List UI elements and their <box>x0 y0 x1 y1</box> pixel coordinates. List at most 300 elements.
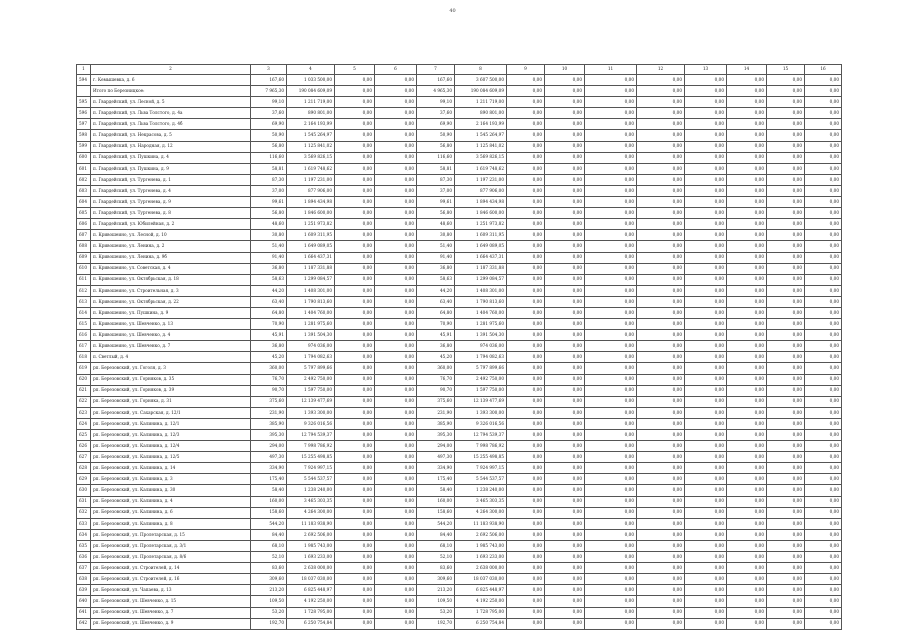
value-cell: 0,00 <box>545 97 585 108</box>
value-cell: 1 894 434,98 <box>455 197 507 208</box>
value-cell: 0,00 <box>585 496 637 507</box>
value-cell: 58,40 <box>251 485 287 496</box>
value-cell: 0,00 <box>805 241 842 252</box>
value-cell: 0,00 <box>637 174 685 185</box>
value-cell: 0,00 <box>545 174 585 185</box>
value-cell: 0,00 <box>805 119 842 130</box>
value-cell: 0,00 <box>767 441 805 452</box>
address-cell: рп. Березовский, ул. Калинина, д. 12/5 <box>91 452 251 463</box>
value-cell: 294,00 <box>251 441 287 452</box>
value-cell: 7 924 997,15 <box>455 463 507 474</box>
value-cell: 0,00 <box>767 574 805 585</box>
row-number-cell: 610 <box>77 263 91 274</box>
value-cell: 0,00 <box>637 285 685 296</box>
address-cell: рп. Березовский, ул. Шевченко, д. 9 <box>91 618 251 629</box>
value-cell: 167,60 <box>417 75 455 86</box>
capital-repair-table <box>76 64 842 630</box>
value-cell: 0,00 <box>545 307 585 318</box>
value-cell: 0,00 <box>335 296 375 307</box>
value-cell: 0,00 <box>375 563 417 574</box>
value-cell: 0,00 <box>637 152 685 163</box>
value-cell: 0,00 <box>335 407 375 418</box>
row-number-cell: 627 <box>77 452 91 463</box>
value-cell: 0,00 <box>545 208 585 219</box>
header-row <box>77 65 842 75</box>
table-row <box>77 496 842 507</box>
value-cell: 0,00 <box>767 274 805 285</box>
value-cell: 69,90 <box>251 119 287 130</box>
value-cell: 0,00 <box>585 252 637 263</box>
value-cell: 1 408 301,00 <box>455 285 507 296</box>
value-cell: 0,00 <box>637 474 685 485</box>
value-cell: 37,00 <box>251 185 287 196</box>
value-cell: 45,91 <box>251 330 287 341</box>
value-cell: 0,00 <box>637 352 685 363</box>
value-cell: 0,00 <box>335 496 375 507</box>
value-cell: 58,81 <box>417 163 455 174</box>
value-cell: 0,00 <box>375 396 417 407</box>
value-cell: 0,00 <box>375 585 417 596</box>
address-cell: п. Гвардейский, ул. Тургенева, д. 4 <box>91 185 251 196</box>
value-cell: 0,00 <box>375 507 417 518</box>
value-cell: 0,00 <box>335 230 375 241</box>
value-cell: 0,00 <box>545 219 585 230</box>
value-cell: 0,00 <box>335 75 375 86</box>
value-cell: 53,20 <box>251 607 287 618</box>
value-cell: 0,00 <box>767 307 805 318</box>
value-cell: 0,00 <box>685 518 727 529</box>
address-cell: рп. Березовский, ул. Горняка, д. 31 <box>91 396 251 407</box>
value-cell: 0,00 <box>375 485 417 496</box>
value-cell: 375,60 <box>417 396 455 407</box>
value-cell: 0,00 <box>767 296 805 307</box>
value-cell: 0,00 <box>507 341 545 352</box>
value-cell: 0,00 <box>335 152 375 163</box>
value-cell: 0,00 <box>545 163 585 174</box>
value-cell: 0,00 <box>727 119 767 130</box>
value-cell: 0,00 <box>767 396 805 407</box>
value-cell: 0,00 <box>767 108 805 119</box>
value-cell: 0,00 <box>507 540 545 551</box>
value-cell: 0,00 <box>375 197 417 208</box>
value-cell: 0,00 <box>637 585 685 596</box>
value-cell: 0,00 <box>637 441 685 452</box>
value-cell: 0,00 <box>507 396 545 407</box>
value-cell: 0,00 <box>637 219 685 230</box>
row-number-cell: 598 <box>77 130 91 141</box>
value-cell: 0,00 <box>685 430 727 441</box>
value-cell: 375,60 <box>251 396 287 407</box>
value-cell: 0,00 <box>585 119 637 130</box>
column-header: 2 <box>91 65 251 75</box>
value-cell: 0,00 <box>545 618 585 629</box>
value-cell: 1 794 082,63 <box>287 352 335 363</box>
value-cell: 0,00 <box>767 152 805 163</box>
value-cell: 0,00 <box>585 552 637 563</box>
value-cell: 1 404 760,00 <box>287 307 335 318</box>
value-cell: 0,00 <box>507 485 545 496</box>
value-cell: 1 619 748,62 <box>287 163 335 174</box>
value-cell: 0,00 <box>545 341 585 352</box>
value-cell: 0,00 <box>805 319 842 330</box>
value-cell: 0,00 <box>805 197 842 208</box>
value-cell: 0,00 <box>545 563 585 574</box>
value-cell: 0,00 <box>637 75 685 86</box>
value-cell: 44,20 <box>417 285 455 296</box>
table-row <box>77 485 842 496</box>
value-cell: 0,00 <box>375 75 417 86</box>
row-number-cell: 642 <box>77 618 91 629</box>
value-cell: 0,00 <box>637 518 685 529</box>
table-row <box>77 219 842 230</box>
value-cell: 0,00 <box>585 274 637 285</box>
value-cell: 0,00 <box>767 507 805 518</box>
value-cell: 0,00 <box>637 363 685 374</box>
value-cell: 0,00 <box>805 618 842 629</box>
value-cell: 2 638 000,00 <box>455 563 507 574</box>
table-row <box>77 152 842 163</box>
value-cell: 309,60 <box>417 574 455 585</box>
value-cell: 0,00 <box>335 352 375 363</box>
value-cell: 385,90 <box>417 418 455 429</box>
value-cell: 0,00 <box>507 197 545 208</box>
value-cell: 0,00 <box>375 540 417 551</box>
value-cell: 0,00 <box>335 341 375 352</box>
value-cell: 0,00 <box>727 507 767 518</box>
value-cell: 160,00 <box>251 496 287 507</box>
value-cell: 4 192 250,00 <box>455 596 507 607</box>
value-cell: 7 998 786,92 <box>455 441 507 452</box>
value-cell: 11 183 938,90 <box>455 518 507 529</box>
table-row <box>77 396 842 407</box>
value-cell: 4 192 250,00 <box>287 596 335 607</box>
value-cell: 877 906,00 <box>287 185 335 196</box>
value-cell: 0,00 <box>805 430 842 441</box>
value-cell: 0,00 <box>727 75 767 86</box>
value-cell: 0,00 <box>805 285 842 296</box>
value-cell: 0,00 <box>685 252 727 263</box>
table-row <box>77 208 842 219</box>
value-cell: 0,00 <box>335 430 375 441</box>
value-cell: 0,00 <box>767 319 805 330</box>
value-cell: 0,00 <box>507 141 545 152</box>
value-cell: 0,00 <box>585 463 637 474</box>
column-header: 7 <box>417 65 455 75</box>
value-cell: 5 544 537,57 <box>455 474 507 485</box>
value-cell: 0,00 <box>375 208 417 219</box>
value-cell: 50,90 <box>417 130 455 141</box>
value-cell: 0,00 <box>767 241 805 252</box>
value-cell: 36,80 <box>251 341 287 352</box>
value-cell: 0,00 <box>637 296 685 307</box>
value-cell: 0,00 <box>685 463 727 474</box>
value-cell: 2 638 000,00 <box>287 563 335 574</box>
value-cell: 0,00 <box>767 197 805 208</box>
value-cell: 1 197 231,00 <box>287 174 335 185</box>
value-cell: 0,00 <box>767 230 805 241</box>
address-cell: рп. Березовский, ул. Пролетарская, д. 3/1 <box>91 540 251 551</box>
value-cell: 0,00 <box>507 496 545 507</box>
value-cell: 0,00 <box>585 374 637 385</box>
value-cell: 0,00 <box>375 574 417 585</box>
value-cell: 0,00 <box>805 585 842 596</box>
value-cell: 0,00 <box>767 607 805 618</box>
value-cell: 0,00 <box>335 374 375 385</box>
value-cell: 5 797 899,66 <box>455 363 507 374</box>
row-number-cell: 619 <box>77 363 91 374</box>
value-cell: 3 607 500,00 <box>455 75 507 86</box>
value-cell: 0,00 <box>767 518 805 529</box>
row-number-cell: 628 <box>77 463 91 474</box>
value-cell: 0,00 <box>637 274 685 285</box>
value-cell: 0,00 <box>767 418 805 429</box>
value-cell: 0,00 <box>767 97 805 108</box>
value-cell: 45,91 <box>417 330 455 341</box>
value-cell: 0,00 <box>335 130 375 141</box>
value-cell: 0,00 <box>375 430 417 441</box>
value-cell: 0,00 <box>375 141 417 152</box>
value-cell: 0,00 <box>585 407 637 418</box>
value-cell: 0,00 <box>585 341 637 352</box>
value-cell: 36,80 <box>251 263 287 274</box>
value-cell: 0,00 <box>545 119 585 130</box>
value-cell: 0,00 <box>727 463 767 474</box>
value-cell: 0,00 <box>727 540 767 551</box>
value-cell: 0,00 <box>335 563 375 574</box>
value-cell: 52,10 <box>417 552 455 563</box>
value-cell: 0,00 <box>805 230 842 241</box>
value-cell: 0,00 <box>545 607 585 618</box>
row-number-cell: 635 <box>77 540 91 551</box>
value-cell: 309,60 <box>251 574 287 585</box>
row-number-cell: 640 <box>77 596 91 607</box>
value-cell: 0,00 <box>507 185 545 196</box>
value-cell: 0,00 <box>685 607 727 618</box>
column-header: 5 <box>335 65 375 75</box>
value-cell: 99,61 <box>251 197 287 208</box>
value-cell: 0,00 <box>507 241 545 252</box>
value-cell: 11 183 938,90 <box>287 518 335 529</box>
value-cell: 90,70 <box>251 385 287 396</box>
value-cell: 1 299 084,57 <box>455 274 507 285</box>
value-cell: 6 825 448,97 <box>455 585 507 596</box>
value-cell: 0,00 <box>507 330 545 341</box>
value-cell: 231,90 <box>251 407 287 418</box>
value-cell: 99,10 <box>251 97 287 108</box>
value-cell: 1 033 500,00 <box>287 75 335 86</box>
value-cell: 0,00 <box>805 296 842 307</box>
value-cell: 0,00 <box>685 241 727 252</box>
value-cell: 1 251 973,82 <box>455 219 507 230</box>
value-cell: 0,00 <box>727 585 767 596</box>
value-cell: 0,00 <box>727 452 767 463</box>
value-cell: 0,00 <box>507 574 545 585</box>
value-cell: 0,00 <box>805 252 842 263</box>
value-cell: 0,00 <box>805 307 842 318</box>
address-cell: п. Кривошеино, ул. Шевченко, д. 13 <box>91 319 251 330</box>
value-cell: 0,00 <box>375 452 417 463</box>
row-number-cell: 603 <box>77 185 91 196</box>
value-cell: 0,00 <box>727 307 767 318</box>
value-cell: 63,40 <box>417 296 455 307</box>
address-cell: рп. Березовский, ул. Чапаева, д. 13 <box>91 585 251 596</box>
value-cell: 0,00 <box>767 75 805 86</box>
column-header: 4 <box>287 65 335 75</box>
page-number: 40 <box>449 8 456 14</box>
value-cell: 0,00 <box>685 330 727 341</box>
address-cell: п. Кривошеино, ул. Шевченко, д. 4 <box>91 330 251 341</box>
value-cell: 0,00 <box>585 396 637 407</box>
value-cell: 1 391 504,30 <box>287 330 335 341</box>
row-number-cell: 612 <box>77 285 91 296</box>
value-cell: 0,00 <box>585 75 637 86</box>
value-cell: 1 985 743,00 <box>287 540 335 551</box>
value-cell: 0,00 <box>727 418 767 429</box>
value-cell: 0,00 <box>335 285 375 296</box>
value-cell: 0,00 <box>805 108 842 119</box>
value-cell: 0,00 <box>507 252 545 263</box>
address-cell: п. Гвардейский, ул. Тургенева, д. 9 <box>91 197 251 208</box>
value-cell: 0,00 <box>507 507 545 518</box>
value-cell: 0,00 <box>685 307 727 318</box>
address-cell: рп. Березовский, ул. Калинина, д. 3 <box>91 474 251 485</box>
value-cell: 0,00 <box>727 385 767 396</box>
row-number-cell: 637 <box>77 563 91 574</box>
value-cell: 0,00 <box>585 130 637 141</box>
value-cell: 0,00 <box>637 607 685 618</box>
value-cell: 0,00 <box>767 174 805 185</box>
row-number-cell: 633 <box>77 518 91 529</box>
value-cell: 167,60 <box>251 75 287 86</box>
value-cell: 7 965,30 <box>251 86 287 97</box>
row-number-cell: 614 <box>77 307 91 318</box>
value-cell: 0,00 <box>805 219 842 230</box>
value-cell: 0,00 <box>805 596 842 607</box>
value-cell: 116,60 <box>417 152 455 163</box>
value-cell: 0,00 <box>685 141 727 152</box>
value-cell: 0,00 <box>637 596 685 607</box>
value-cell: 0,00 <box>585 596 637 607</box>
value-cell: 44,20 <box>251 285 287 296</box>
value-cell: 0,00 <box>375 241 417 252</box>
value-cell: 6 250 754,84 <box>455 618 507 629</box>
value-cell: 70,90 <box>251 319 287 330</box>
column-header: 11 <box>585 65 637 75</box>
value-cell: 7 998 786,92 <box>287 441 335 452</box>
value-cell: 0,00 <box>685 363 727 374</box>
value-cell: 0,00 <box>805 529 842 540</box>
value-cell: 0,00 <box>585 208 637 219</box>
column-header: 3 <box>251 65 287 75</box>
value-cell: 4 264 300,00 <box>455 507 507 518</box>
value-cell: 3 569 826,15 <box>287 152 335 163</box>
value-cell: 0,00 <box>545 274 585 285</box>
value-cell: 0,00 <box>545 441 585 452</box>
value-cell: 0,00 <box>685 341 727 352</box>
value-cell: 0,00 <box>585 185 637 196</box>
table-row <box>77 108 842 119</box>
value-cell: 0,00 <box>545 552 585 563</box>
value-cell: 45,20 <box>251 352 287 363</box>
address-cell: рп. Березовский, ул. Калинина, д. 12/3 <box>91 430 251 441</box>
value-cell: 0,00 <box>375 529 417 540</box>
value-cell: 1 664 437,31 <box>455 252 507 263</box>
value-cell: 0,00 <box>767 485 805 496</box>
value-cell: 0,00 <box>545 430 585 441</box>
value-cell: 0,00 <box>767 618 805 629</box>
value-cell: 0,00 <box>637 197 685 208</box>
value-cell: 0,00 <box>685 75 727 86</box>
value-cell: 360,00 <box>417 363 455 374</box>
row-number-cell: 634 <box>77 529 91 540</box>
value-cell: 0,00 <box>727 208 767 219</box>
value-cell: 0,00 <box>727 86 767 97</box>
address-cell: рп. Березовский, ул. Шевченко, д. 7 <box>91 607 251 618</box>
table-row <box>77 596 842 607</box>
row-number-cell: 623 <box>77 407 91 418</box>
value-cell: 0,00 <box>335 463 375 474</box>
value-cell: 0,00 <box>685 452 727 463</box>
value-cell: 0,00 <box>805 540 842 551</box>
value-cell: 0,00 <box>585 230 637 241</box>
table-row <box>77 174 842 185</box>
address-cell: рп. Березовский, ул. Калинина, д. 30 <box>91 485 251 496</box>
value-cell: 0,00 <box>507 585 545 596</box>
value-cell: 0,00 <box>685 219 727 230</box>
value-cell: 0,00 <box>685 596 727 607</box>
value-cell: 0,00 <box>545 352 585 363</box>
value-cell: 0,00 <box>585 263 637 274</box>
value-cell: 3 465 303,35 <box>287 496 335 507</box>
value-cell: 0,00 <box>805 518 842 529</box>
value-cell: 0,00 <box>375 496 417 507</box>
value-cell: 91,40 <box>251 252 287 263</box>
value-cell: 0,00 <box>585 307 637 318</box>
value-cell: 0,00 <box>727 274 767 285</box>
value-cell: 0,00 <box>375 363 417 374</box>
value-cell: 1 211 719,00 <box>455 97 507 108</box>
value-cell: 4 965,30 <box>417 86 455 97</box>
value-cell: 0,00 <box>335 174 375 185</box>
value-cell: 0,00 <box>585 241 637 252</box>
value-cell: 0,00 <box>685 185 727 196</box>
value-cell: 0,00 <box>507 152 545 163</box>
value-cell: 0,00 <box>507 230 545 241</box>
value-cell: 0,00 <box>637 241 685 252</box>
value-cell: 0,00 <box>335 252 375 263</box>
row-number-cell <box>77 86 91 97</box>
table-row <box>77 418 842 429</box>
value-cell: 0,00 <box>585 507 637 518</box>
value-cell: 0,00 <box>507 441 545 452</box>
value-cell: 0,00 <box>767 474 805 485</box>
value-cell: 0,00 <box>585 97 637 108</box>
value-cell: 0,00 <box>335 185 375 196</box>
value-cell: 1 391 504,30 <box>455 330 507 341</box>
value-cell: 0,00 <box>335 529 375 540</box>
value-cell: 0,00 <box>637 507 685 518</box>
value-cell: 0,00 <box>585 529 637 540</box>
value-cell: 9 326 016,56 <box>287 418 335 429</box>
value-cell: 51,40 <box>251 241 287 252</box>
value-cell: 7 924 997,15 <box>287 463 335 474</box>
value-cell: 0,00 <box>727 163 767 174</box>
table-row <box>77 518 842 529</box>
value-cell: 0,00 <box>805 174 842 185</box>
value-cell: 231,90 <box>417 407 455 418</box>
value-cell: 0,00 <box>805 441 842 452</box>
value-cell: 0,00 <box>727 396 767 407</box>
